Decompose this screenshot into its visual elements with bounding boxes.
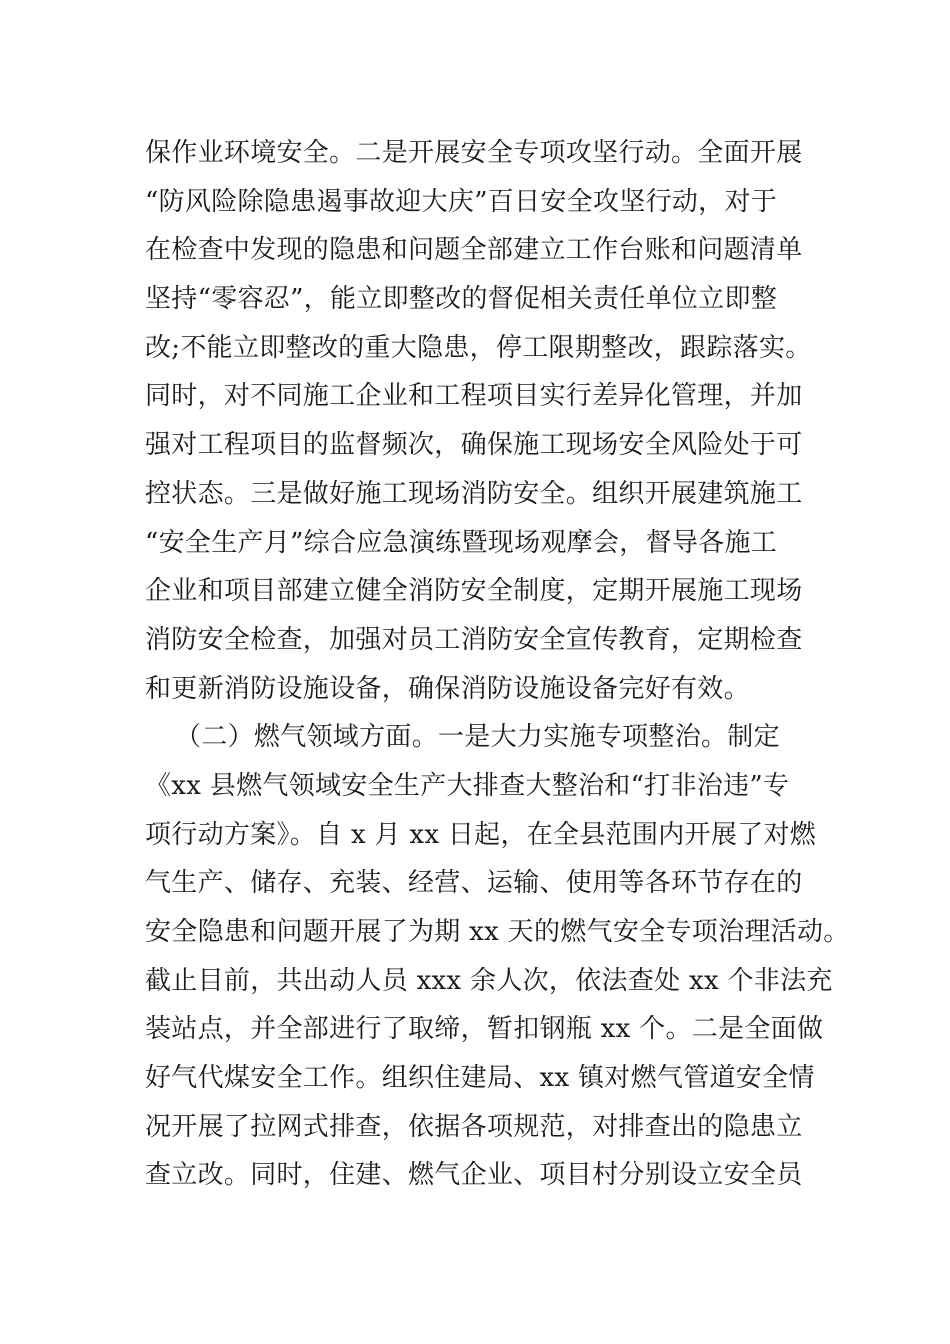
section-heading-line: （二）燃气领域方面。一是大力实施专项整治。制定	[175, 722, 780, 753]
text-line: 查立改。同时，住建、燃气企业、项目村分别设立安全员	[145, 1160, 803, 1191]
text-line: 和更新消防设施设备，确保消防设施设备完好有效。	[145, 673, 750, 704]
text-line: 同时，对不同施工企业和工程项目实行差异化管理，并加	[145, 381, 803, 412]
text-line: “安全生产月”综合应急演练暨现场观摩会，督导各施工	[145, 527, 778, 558]
text-line: 改;不能立即整改的重大隐患，停工限期整改，跟踪落实。	[145, 332, 812, 363]
text-line: 消防安全检查，加强对员工消防安全宣传教育，定期检查	[145, 624, 803, 655]
text-line: 《xx 县燃气领域安全生产大排查大整治和“打非治违”专	[145, 770, 790, 801]
text-line: 装站点，并全部进行了取缔，暂扣钢瓶 xx 个。二是全面做	[145, 1014, 824, 1045]
text-line: 气生产、储存、充装、经营、运输、使用等各环节存在的	[145, 868, 803, 899]
text-line: 坚持“零容忍”，能立即整改的督促相关责任单位立即整	[145, 284, 778, 315]
text-line: 况开展了拉网式排查，依据各项规范，对排查出的隐患立	[145, 1111, 803, 1142]
text-line: “防风险除隐患遏事故迎大庆”百日安全攻坚行动，对于	[145, 186, 778, 217]
text-line: 安全隐患和问题开展了为期 xx 天的燃气安全专项治理活动。	[145, 917, 850, 947]
body-text	[145, 129, 850, 1200]
text-line: 强对工程项目的监督频次，确保施工现场安全风险处于可	[145, 430, 803, 461]
text-line: 好气代煤安全工作。组织住建局、xx 镇对燃气管道安全情	[145, 1063, 815, 1094]
text-line: 截止目前，共出动人员 xxx 余人次，依法查处 xx 个非法充	[145, 965, 833, 996]
text-line: 在检查中发现的隐患和问题全部建立工作台账和问题清单	[145, 235, 803, 266]
text-line: 项行动方案》。自 x 月 xx 日起，在全县范围内开展了对燃	[145, 819, 817, 850]
text-line: 控状态。三是做好施工现场消防安全。组织开展建筑施工	[145, 478, 803, 509]
text-line: 保作业环境安全。二是开展安全专项攻坚行动。全面开展	[145, 138, 803, 168]
text-line: 企业和项目部建立健全消防安全制度，定期开展施工现场	[145, 576, 803, 607]
